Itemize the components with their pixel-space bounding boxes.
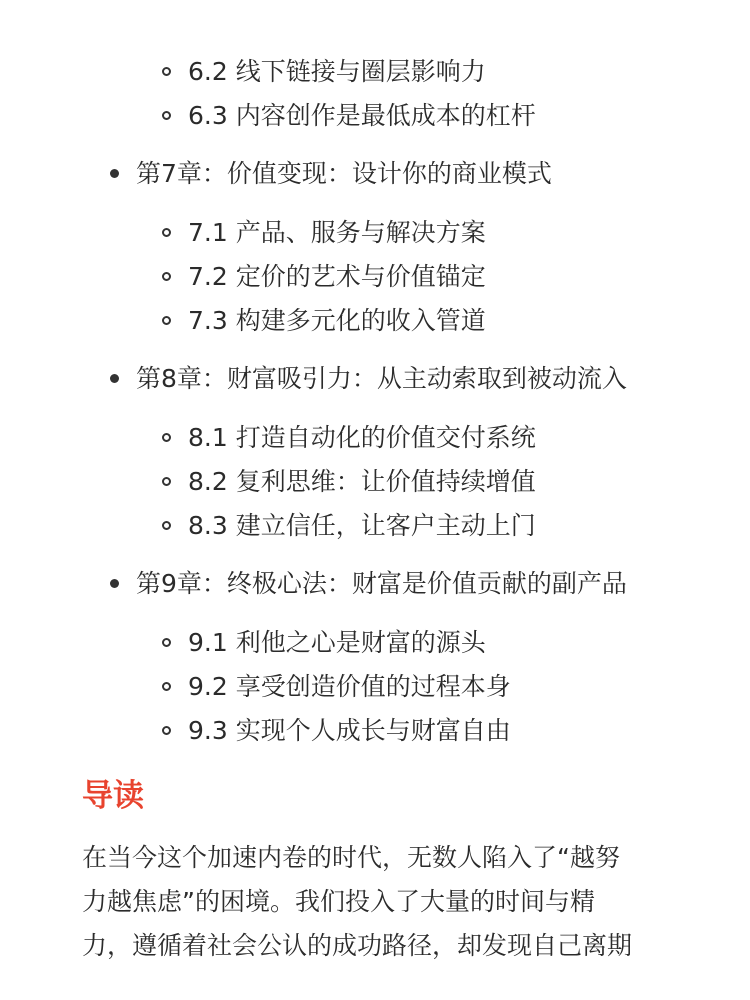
chapter-title-text: 第7章：价值变现：设计你的商业模式	[136, 159, 552, 188]
list-item-text: 6.2 线下链接与圈层影响力	[188, 57, 486, 86]
list-item	[0, 211, 750, 255]
chapter-7-subitems	[0, 211, 750, 343]
list-item-text: 7.2 定价的艺术与价值锚定	[188, 262, 486, 291]
list-item-text: 7.3 构建多元化的收入管道	[188, 306, 486, 335]
filled-bullet-icon	[110, 374, 119, 383]
chapter-title	[0, 357, 750, 401]
hollow-bullet-icon	[162, 682, 171, 691]
list-item	[0, 255, 750, 299]
list-item-text: 8.3 建立信任，让客户主动上门	[188, 511, 536, 540]
list-item	[0, 416, 750, 460]
hollow-bullet-icon	[162, 67, 171, 76]
chapter-title-text: 第8章：财富吸引力：从主动索取到被动流入	[136, 364, 627, 393]
paragraph-line: 力，遵循着社会公认的成功路径，却发现自己离期	[82, 931, 633, 960]
intro-paragraph	[82, 836, 682, 968]
section-heading: 导读	[82, 778, 144, 814]
list-item	[0, 621, 750, 665]
list-item-text: 9.1 利他之心是财富的源头	[188, 628, 486, 657]
filled-bullet-icon	[110, 169, 119, 178]
paragraph-line: 力越焦虑”的困境。我们投入了大量的时间与精	[82, 887, 595, 916]
paragraph-line: 在当今这个加速内卷的时代，无数人陷入了“越努	[82, 843, 620, 872]
hollow-bullet-icon	[162, 726, 171, 735]
hollow-bullet-icon	[162, 521, 171, 530]
chapter-9	[0, 562, 750, 606]
hollow-bullet-icon	[162, 272, 171, 281]
chapter-title	[0, 562, 750, 606]
hollow-bullet-icon	[162, 433, 171, 442]
list-item-text: 8.1 打造自动化的价值交付系统	[188, 423, 536, 452]
list-item-text: 9.3 实现个人成长与财富自由	[188, 716, 511, 745]
list-item	[0, 299, 750, 343]
hollow-bullet-icon	[162, 638, 171, 647]
hollow-bullet-icon	[162, 228, 171, 237]
chapter-9-subitems	[0, 621, 750, 753]
list-item-text: 8.2 复利思维：让价值持续增值	[188, 467, 536, 496]
list-item	[0, 665, 750, 709]
hollow-bullet-icon	[162, 477, 171, 486]
list-item	[0, 504, 750, 548]
hollow-bullet-icon	[162, 111, 171, 120]
list-item-text: 7.1 产品、服务与解决方案	[188, 218, 486, 247]
list-item-text: 9.2 享受创造价值的过程本身	[188, 672, 511, 701]
chapter-6-subitems	[0, 50, 750, 138]
list-item	[0, 460, 750, 504]
chapter-8	[0, 357, 750, 401]
chapter-title	[0, 152, 750, 196]
chapter-7	[0, 152, 750, 196]
list-item-text: 6.3 内容创作是最低成本的杠杆	[188, 101, 536, 130]
chapter-8-subitems	[0, 416, 750, 548]
chapter-title-text: 第9章：终极心法：财富是价值贡献的副产品	[136, 569, 627, 598]
hollow-bullet-icon	[162, 316, 171, 325]
list-item	[0, 709, 750, 753]
list-item	[0, 50, 750, 94]
filled-bullet-icon	[110, 579, 119, 588]
list-item	[0, 94, 750, 138]
